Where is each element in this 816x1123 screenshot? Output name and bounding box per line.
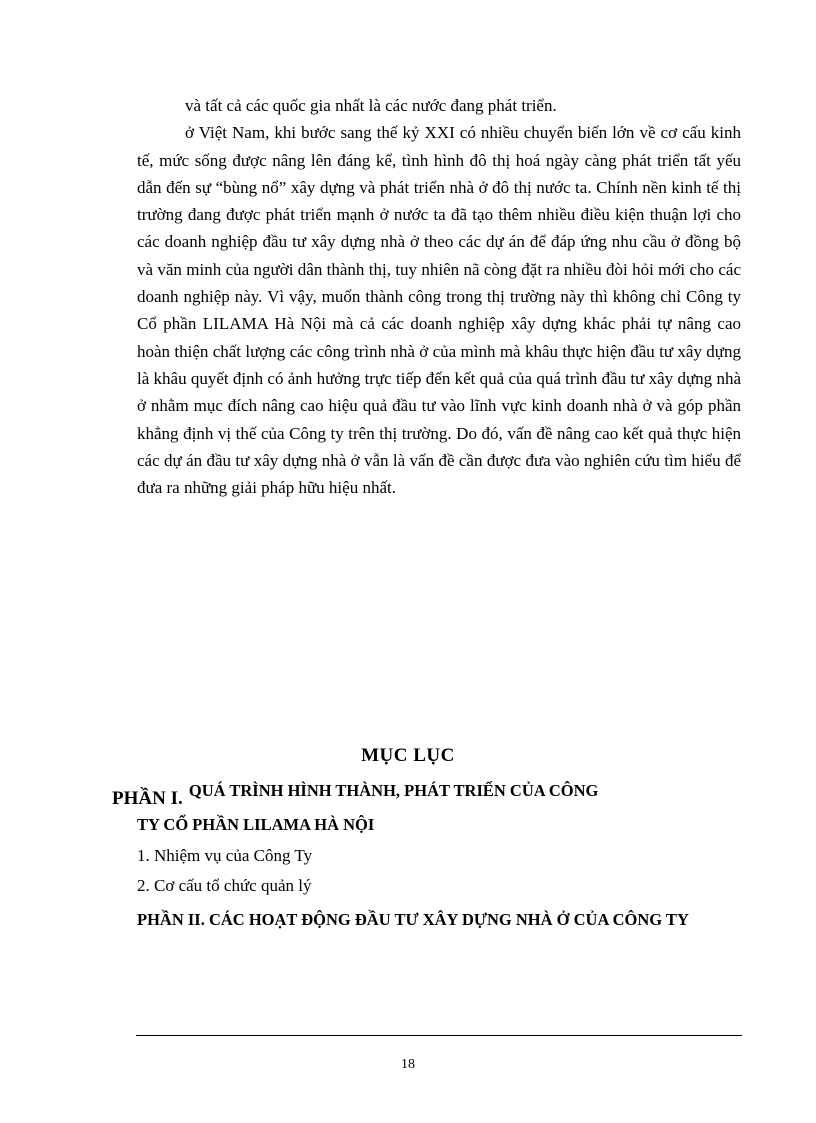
paragraph-2: ở Việt Nam, khi bước sang thế kỷ XXI có nhiều chuyển biến lớn về cơ cấu kinh tế, mức sống được nâng lên đáng kể, tình hình đô thị hoá ngày càng phát triển tất yếu dẫn đến sự “bùng nổ” xây dựng và phát triển nhà ở đô thị nước ta. Chính nền kinh tế thị trường đang được phát triển mạnh ở nước ta đã tạo thêm nhiều điều kiện thuận lợi cho các doanh nghiệp đầu tư xây dựng nhà ở theo các dự án để đáp ứng nhu cầu ở đồng bộ và văn minh của người dân thành thị, tuy nhiên nã còng đặt ra nhiều đòi hỏi mới cho các doanh nghiệp này. Vì vậy, muốn thành công trong thị trường này thì không chỉ Công ty Cổ phần LILAMA Hà Nội mà cả các doanh nghiệp xây dựng khác phải tự nâng cao hoàn thiện chất lượng các công trình nhà ở của mình mà khâu thực hiện đầu tư xây dựng là khâu quyết định có ảnh hưởng trực tiếp đến kết quả của quá trình đầu tư xây dựng nhà ở nhằm mục đích nâng cao hiệu quả đầu tư vào lĩnh vực kinh doanh nhà ở và góp phần khẳng định vị thế của Công ty trên thị trường. Do đó, vấn đề nâng cao kết quả thực hiện các dự án đầu tư xây dựng nhà ở vẫn là vấn đề cần được đưa vào nghiên cứu tìm hiểu để đưa ra những giải pháp hữu hiệu nhất.	[137, 123, 741, 498]
page-number: 18	[401, 1057, 415, 1072]
toc-title: MỤC LỤC	[361, 745, 455, 766]
toc-part-2-heading: PHẦN II. CÁC HOẠT ĐỘNG ĐẦU TƯ XÂY DỰNG NHÀ Ở CỦA CÔNG TY	[137, 910, 689, 929]
body-text	[137, 92, 741, 501]
toc-part-1-label: PHẦN I.	[112, 788, 183, 809]
toc-part-1-title-line-1: QUÁ TRÌNH HÌNH THÀNH, PHÁT TRIỂN CỦA CÔNG	[188, 781, 599, 800]
toc-item-2: 2. Cơ cấu tổ chức quản lý	[137, 876, 312, 895]
toc-item-1: 1. Nhiệm vụ của Công Ty	[137, 846, 313, 865]
paragraph-1-tail: và tất cả các quốc gia nhất là các nước đang phát triển.	[185, 96, 557, 115]
toc-part-1-heading	[112, 778, 712, 838]
footer-divider	[136, 1035, 742, 1036]
toc-part-1-title-line-2: TY CỔ PHẦN LILAMA HÀ NỘI	[137, 815, 375, 834]
